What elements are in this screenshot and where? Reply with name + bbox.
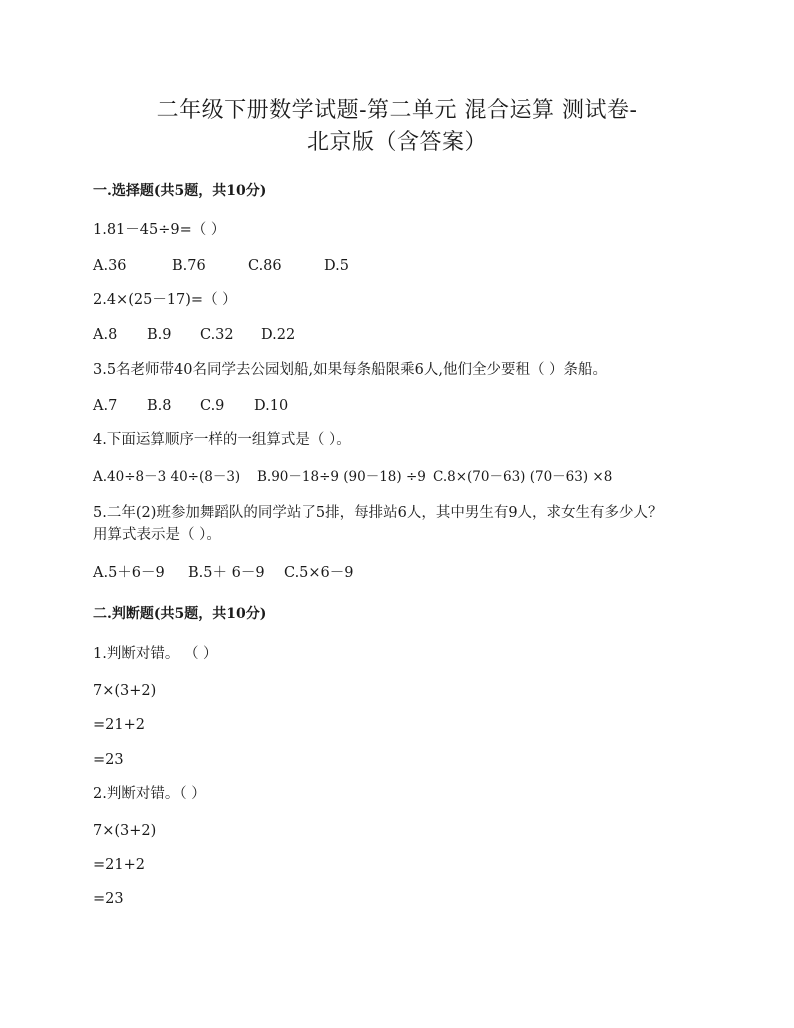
question-options — [93, 325, 295, 345]
option-a: A.8 — [93, 327, 118, 343]
option-a: A.40÷8－3 40÷(8－3) — [93, 469, 241, 485]
document-title-line2: 北京版（含答案） — [306, 130, 487, 155]
option-a: A.5＋6－9 — [93, 565, 165, 581]
option-c: C.86 — [248, 258, 282, 274]
option-a: A.7 — [93, 398, 118, 414]
option-b: B.9 — [147, 327, 172, 343]
option-b: B.8 — [147, 398, 172, 414]
option-c: C.8×(70－63) (70－63) ×8 — [433, 469, 613, 485]
section-heading-choice: 一.选择题(共5题，共10分) — [93, 183, 267, 199]
question-stem: 2.判断对错。（ ） — [93, 786, 206, 802]
expression-line: =21+2 — [93, 717, 145, 733]
question-stem: 2.4×(25－17)=（ ） — [93, 292, 237, 308]
option-c: C.5×6－9 — [284, 565, 354, 581]
question-stem: 1.判断对错。 （ ） — [93, 646, 218, 662]
option-b: B.76 — [172, 258, 206, 274]
expression-line: 7×(3+2) — [93, 823, 157, 839]
question-options — [93, 563, 354, 583]
option-d: D.10 — [254, 398, 289, 414]
question-stem: 3.5名老师带40名同学去公园划船,如果每条船限乘6人,他们全少要租（ ）条船。 — [93, 362, 608, 378]
question-options — [93, 396, 288, 416]
question-stem-line2: 用算式表示是（ ）。 — [93, 527, 221, 543]
question-stem: 1.81－45÷9=（ ） — [93, 222, 226, 238]
question-stem: 4.下面运算顺序一样的一组算式是（ ）。 — [93, 432, 351, 448]
section-heading-judge: 二.判断题(共5题，共10分) — [93, 606, 267, 622]
expression-line: 7×(3+2) — [93, 683, 157, 699]
option-d: D.22 — [261, 327, 296, 343]
option-a: A.36 — [93, 258, 127, 274]
document-title-line1: 二年级下册数学试题-第二单元 混合运算 测试卷- — [156, 98, 638, 123]
option-c: C.9 — [200, 398, 225, 414]
option-d: D.5 — [324, 258, 349, 274]
option-b: B.5＋ 6－9 — [188, 565, 265, 581]
expression-line: =23 — [93, 891, 124, 907]
question-options — [93, 467, 612, 487]
question-stem-line1: 5.二年(2)班参加舞蹈队的同学站了5排，每排站6人，其中男生有9人，求女生有多少人？ — [93, 505, 663, 521]
expression-line: =23 — [93, 752, 124, 768]
option-b: B.90－18÷9 (90－18) ÷9 — [257, 469, 426, 485]
question-options — [93, 256, 349, 276]
option-c: C.32 — [200, 327, 234, 343]
expression-line: =21+2 — [93, 857, 145, 873]
